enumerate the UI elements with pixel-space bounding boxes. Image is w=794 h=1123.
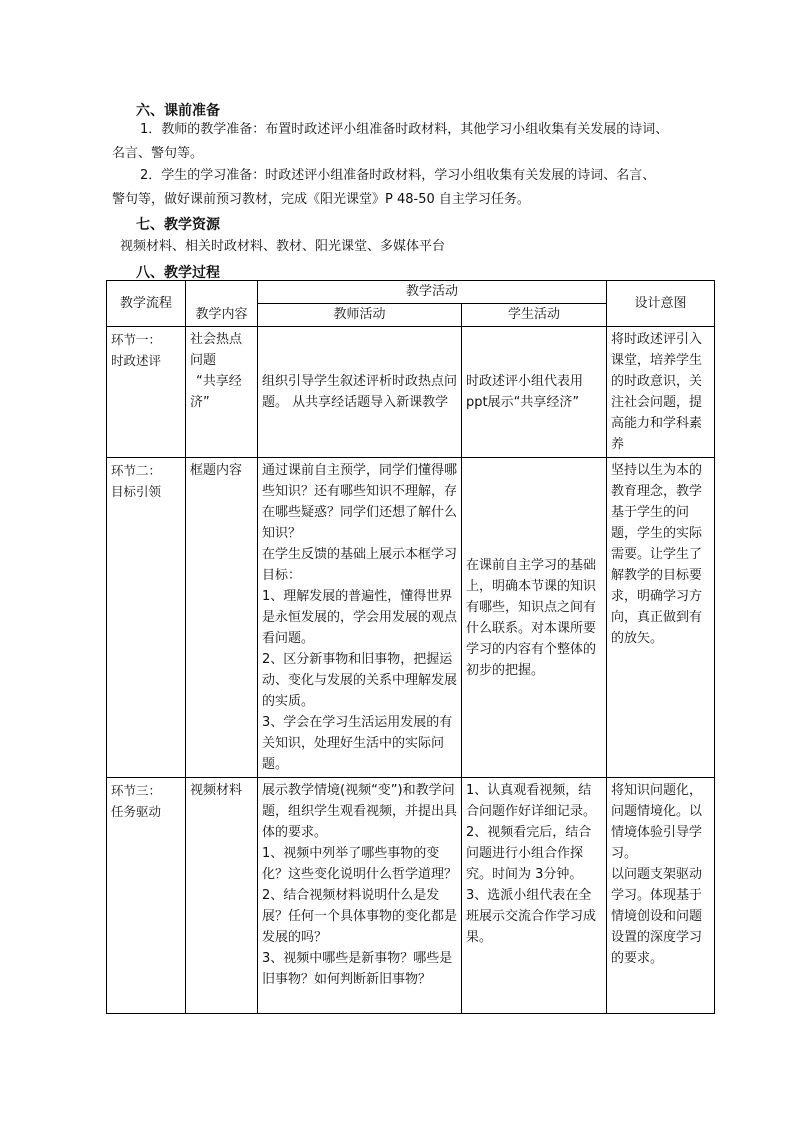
teacher-activity-text: 通过课前自主预学，同学们懂得哪些知识？还有哪些知识不理解，存在哪些疑惑？同学们还想了解什么知识？ [262,463,458,541]
header-content: 教学内容 [186,281,258,327]
teacher-activity-text: 在学生反馈的基础上展示本框学习目标： [262,547,458,583]
stage-cell [107,778,186,1014]
table-row [107,778,715,1014]
content-cell [186,458,258,778]
stage-label: 环节三： [111,783,162,798]
table-row [107,327,715,458]
teacher-activity-text: 2、区分新事物和旧事物，把握运动、变化与发展的关系中理解发展的实质。 [262,652,458,709]
table-row [107,458,715,778]
student-activity-text: 在课前自主学习的基础上，明确本节课的知识有哪些，知识点之间有什么联系。对本课所要学习的内容有个整体的初步的把握。 [466,557,597,678]
stage-label: 环节二： [111,463,162,478]
header-flow: 教学流程 [107,281,186,327]
content-line: 问题 [190,353,217,368]
stage-title: 目标引领 [111,484,162,499]
stage-label: 环节一： [111,332,162,347]
teacher-prep-line2: 名言、警句等。 [112,146,204,161]
content-line: 框题内容 [190,463,243,478]
teacher-activity-cell [258,778,462,1014]
section-heading-prep: 六、课前准备 [136,103,220,119]
student-activity-text: 时政述评小组代表用ppt展示“共享经济” [466,374,584,410]
header-intent: 设计意图 [607,281,715,327]
student-activity-text: 2、视频看完后，结合问题进行小组合作探究。时间为 3分钟。 [466,825,592,882]
content-cell [186,327,258,458]
teacher-activity-text: 组织引导学生叙述评析时政热点问题。 从共享经话题导入新课教学 [262,374,458,410]
stage-title: 时政述评 [111,353,162,368]
teacher-activity-text: 1、理解发展的普遍性，懂得世界是永恒发展的，学会用发展的观点看问题。 [262,589,458,646]
lesson-process-table [106,280,715,1014]
intent-text: 以问题支架驱动学习。体现基于情境创设和问题设置的深度学习的要求。 [611,867,703,966]
content-line: 视频材料 [190,783,243,798]
student-activity-cell [462,778,607,1014]
stage-cell [107,458,186,778]
content-cell [186,778,258,1014]
student-activity-text: 3、选派小组代表在全班展示交流合作学习成果。 [466,888,597,945]
intent-text: 坚持以生为本的教育理念，教学基于学生的问题，学生的实际需要。让学生了解教学的目标要求，明确学习方向，真正做到有的放矢。 [611,463,703,646]
student-activity-cell [462,458,607,778]
student-prep-line1: 2．学生的学习准备：时政述评小组准备时政材料，学习小组收集有关发展的诗词、名言、 [140,168,656,183]
section-heading-process: 八、教学过程 [136,265,220,281]
student-activity-cell [462,327,607,458]
header-activity: 教学活动 [258,281,607,304]
intent-cell [607,458,715,778]
content-line: 社会热点 [190,332,243,347]
teacher-activity-text: 1、视频中列举了哪些事物的变化？这些变化说明什么哲学道理？ [262,846,458,882]
teacher-activity-cell [258,458,462,778]
content-line: “共享经 [196,374,242,389]
teacher-activity-text: 3、学会在学习生活运用发展的有关知识，处理好生活中的实际问题。 [262,715,453,772]
intent-text: 将知识问题化，问题情境化。以情境体验引导学习。 [611,783,703,861]
resources-text: 视频材料、相关时政材料、教材、阳光课堂、多媒体平台 [120,239,446,254]
stage-title: 任务驱动 [111,804,162,819]
teacher-prep-line1: 1．教师的教学准备：布置时政述评小组准备时政材料，其他学习小组收集有关发展的诗词、 [140,122,669,137]
teacher-activity-text: 2、结合视频材料说明什么是发展？任何一个具体事物的变化都是发展的吗？ [262,888,458,945]
intent-cell [607,327,715,458]
teacher-activity-cell [258,327,462,458]
student-prep-line2: 警句等，做好课前预习教材，完成《阳光课堂》P 48-50 自主学习任务。 [112,192,530,207]
stage-cell [107,327,186,458]
header-teacher: 教师活动 [258,304,462,327]
intent-text: 将时政述评引入课堂，培养学生的时政意识，关注社会问题，提高能力和学科素养 [611,332,703,452]
header-student: 学生活动 [462,304,607,327]
teacher-activity-text: 3、视频中哪些是新事物？哪些是旧事物？如何判断新旧事物？ [262,951,453,987]
content-line: 济” [190,395,210,410]
intent-cell [607,778,715,1014]
section-heading-resources: 七、教学资源 [136,217,220,233]
student-activity-text: 1、认真观看视频，结合问题作好详细记录。 [466,783,597,819]
teacher-activity-text: 展示教学情境(视频“变”)和教学问题，组织学生观看视频，并提出具体的要求。 [262,783,458,840]
